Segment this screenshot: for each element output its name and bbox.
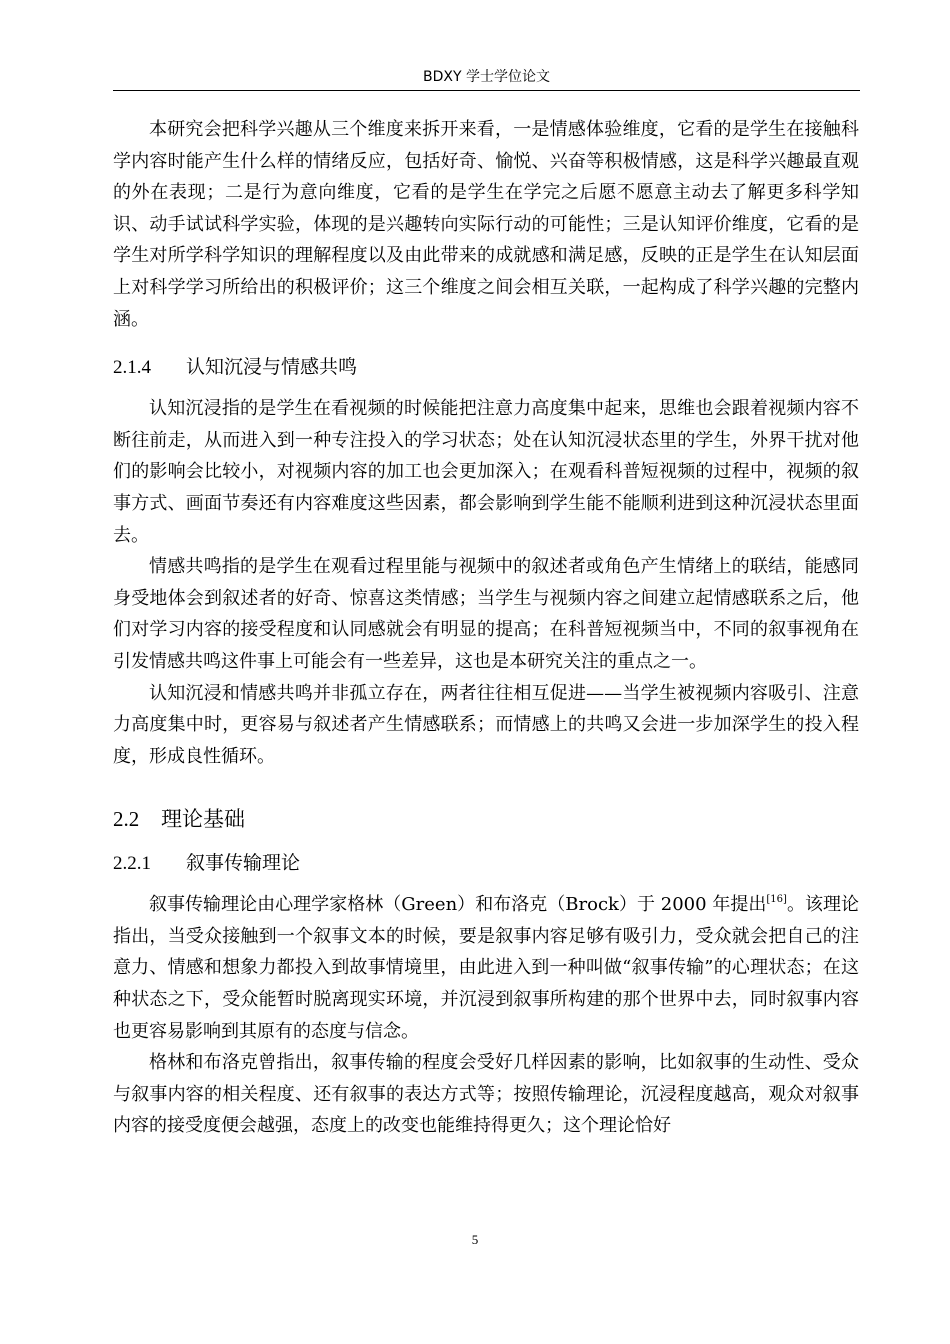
paragraph-emotional-resonance: 情感共鸣指的是学生在观看过程里能与视频中的叙述者或角色产生情绪上的联结，能感同身受地体会到叙述者的好奇、惊喜这类情感；当学生与视频内容之间建立起情感联系之后，他们对学习内容的接受程度和认同感就会有明显的提高；在科普短视频当中，不同的叙事视角在引发情感共鸣这件事上可能会有一些差异，这也是本研究关注的重点之一。 [113,556,859,672]
page-header: BDXY 学士学位论文 [423,69,550,85]
paragraph-cognitive-immersion: 认知沉浸指的是学生在看视频的时候能把注意力高度集中起来，思维也会跟着视频内容不断往前走，从而进入到一种专注投入的学习状态；处在认知沉浸状态里的学生，外界干扰对他们的影响会比较小，对视频内容的加工也会更加深入；在观看科普短视频的过程中，视频的叙事方式、画面节奏还有内容难度这些因素，都会影响到学生能不能顺利进到这种沉浸状态里面去。 [113,398,859,546]
paragraph-mutual-promotion: 认知沉浸和情感共鸣并非孤立存在，两者往往相互促进——当学生被视频内容吸引、注意力高度集中时，更容易与叙述者产生情感联系；而情感上的共鸣又会进一步加深学生的投入程度，形成良性循环。 [113,682,859,767]
citation-reference[interactable]: [16] [766,894,787,906]
paragraph-narrative-transport-theory [113,889,859,1047]
section-number: 2.1.4 [113,357,151,379]
section-title: 叙事传输理论 [186,852,301,875]
page-body [113,114,859,1142]
section-heading-2-2-1 [113,851,859,876]
paragraph-transport-factors: 格林和布洛克曾指出，叙事传输的程度会受好几样因素的影响，比如叙事的生动性、受众与叙事内容的相关程度、还有叙事的表达方式等；按照传输理论，沉浸程度越高，观众对叙事内容的接受度便会越强，态度上的改变也能维持得更久；这个理论恰好 [113,1052,859,1137]
section-number: 2.2 [113,807,140,832]
section-title: 认知沉浸与情感共鸣 [186,356,358,379]
paragraph-text: 。该理论指出，当受众接触到一个叙事文本的时候，要是叙事内容足够有吸引力，受众就会把自己的注意力、情感和想象力都投入到故事情境里，由此进入到一种叫做“叙事传输”的心理状态；在这种状态之下，受众能暂时脱离现实环境，并沉浸到叙事所构建的那个世界中去，同时叙事内容也更容易影响到其原有的态度与信念。 [113,894,860,1042]
paragraph-text: 叙事传输理论由心理学家格林（Green）和布洛克（Brock）于 2000 年提出 [149,894,767,916]
section-title: 理论基础 [161,807,245,832]
section-heading-2-1-4 [113,355,859,380]
section-heading-2-2 [113,806,859,832]
section-number: 2.2.1 [113,853,151,875]
paragraph-science-interest-dimensions: 本研究会把科学兴趣从三个维度来拆开来看，一是情感体验维度，它看的是学生在接触科学内容时能产生什么样的情绪反应，包括好奇、愉悦、兴奋等积极情感，这是科学兴趣最直观的外在表现；二是行为意向维度，它看的是学生在学完之后愿不愿意主动去了解更多科学知识、动手试试科学实验，体现的是兴趣转向实际行动的可能性；三是认知评价维度，它看的是学生对所学科学知识的理解程度以及由此带来的成就感和满足感，反映的正是学生在认知层面上对科学学习所给出的积极评价；这三个维度之间会相互关联，一起构成了科学兴趣的完整内涵。 [113,119,859,330]
header-divider [113,90,860,91]
page-number: 5 [471,1232,479,1247]
